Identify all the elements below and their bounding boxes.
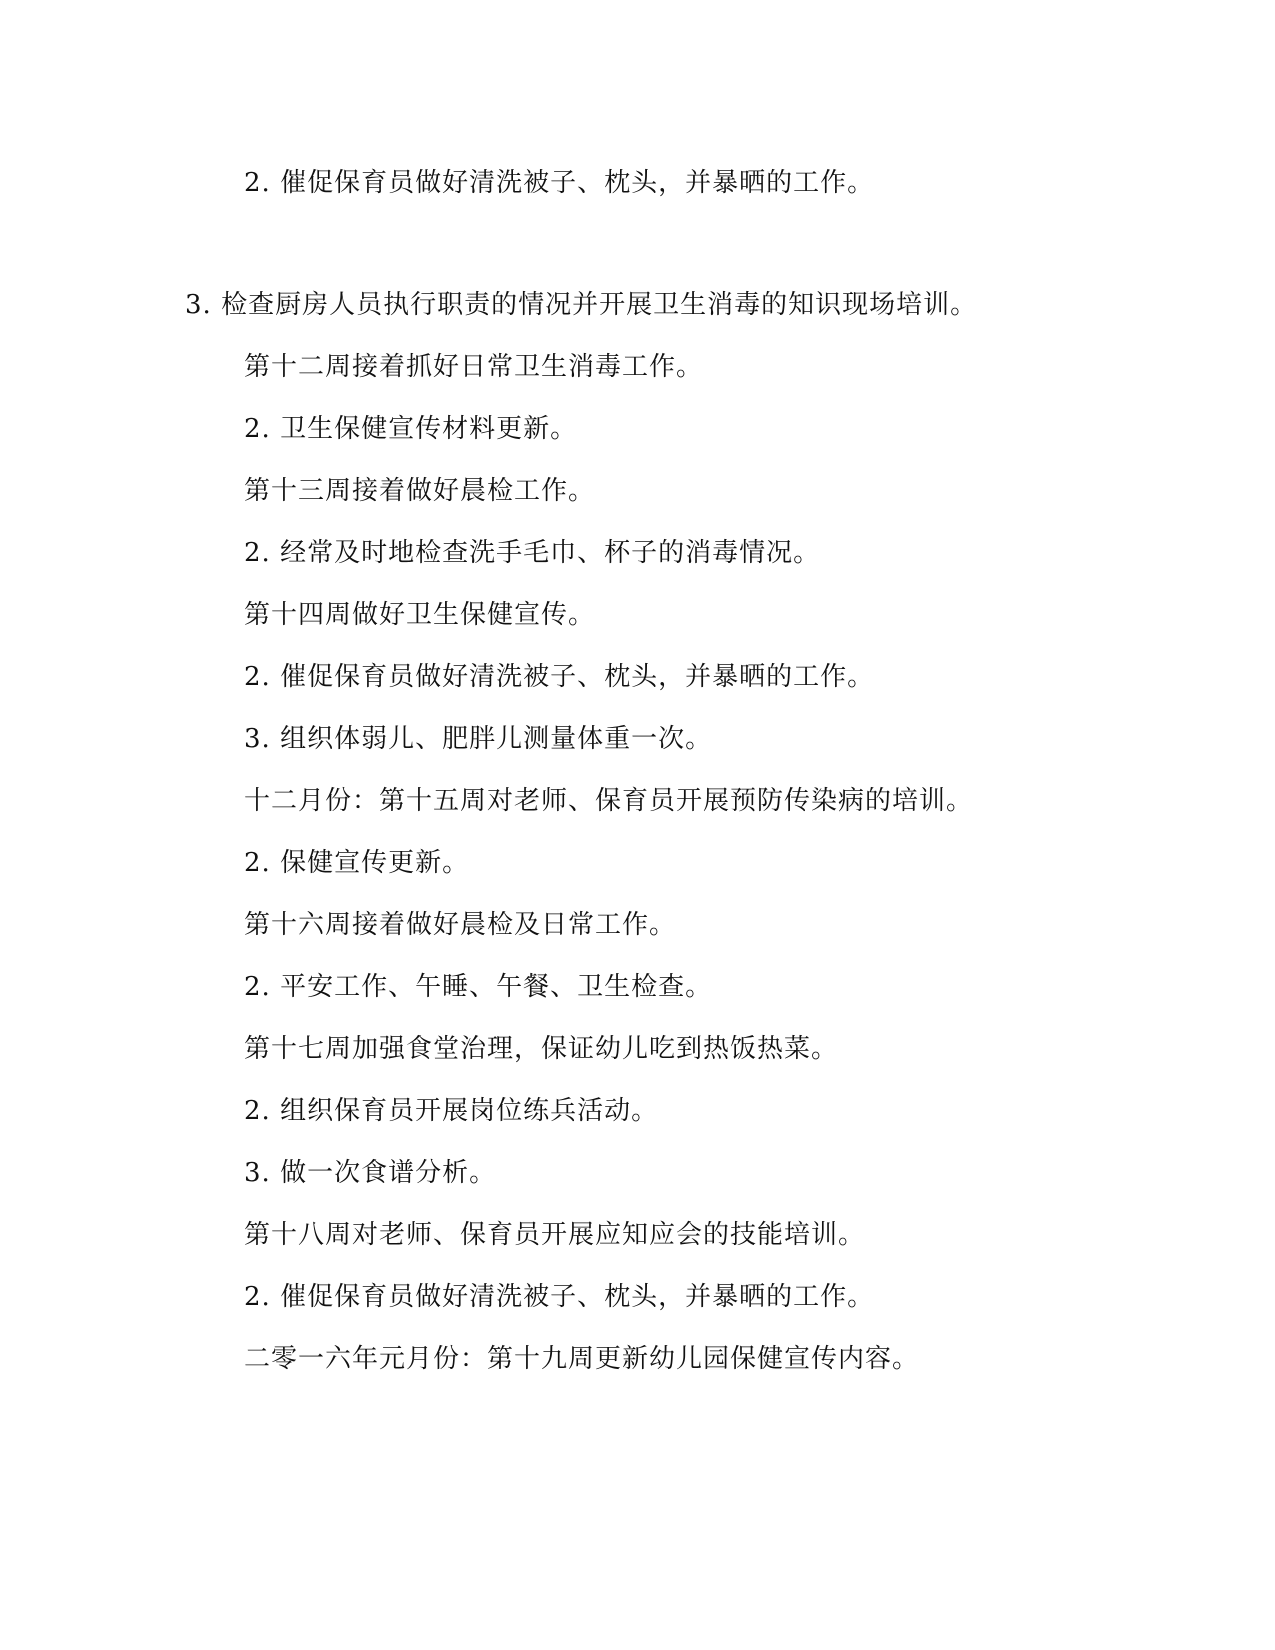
text-line: 2. 平安工作、午睡、午餐、卫生检查。 xyxy=(244,972,713,1002)
text-line: 十二月份：第十五周对老师、保育员开展预防传染病的培训。 xyxy=(244,786,974,816)
text-line: 第十八周对老师、保育员开展应知应会的技能培训。 xyxy=(244,1220,866,1250)
text-line: 2. 卫生保健宣传材料更新。 xyxy=(244,414,578,444)
text-line: 2. 催促保育员做好清洗被子、枕头，并暴晒的工作。 xyxy=(244,662,875,692)
text-line: 第十四周做好卫生保健宣传。 xyxy=(244,600,596,630)
text-line: 2. 组织保育员开展岗位练兵活动。 xyxy=(244,1096,659,1126)
text-line: 3. 组织体弱儿、肥胖儿测量体重一次。 xyxy=(244,724,713,754)
text-line: 第十二周接着抓好日常卫生消毒工作。 xyxy=(244,352,704,382)
text-line: 二零一六年元月份：第十九周更新幼儿园保健宣传内容。 xyxy=(244,1344,920,1374)
text-line: 2. 催促保育员做好清洗被子、枕头，并暴晒的工作。 xyxy=(244,1282,875,1312)
text-line: 3. 做一次食谱分析。 xyxy=(244,1158,497,1188)
text-line: 2. 保健宣传更新。 xyxy=(244,848,470,878)
text-line: 第十七周加强食堂治理，保证幼儿吃到热饭热菜。 xyxy=(244,1034,839,1064)
text-line: 2. 催促保育员做好清洗被子、枕头，并暴晒的工作。 xyxy=(244,168,875,198)
text-line: 第十六周接着做好晨检及日常工作。 xyxy=(244,910,677,940)
text-line: 第十三周接着做好晨检工作。 xyxy=(244,476,596,506)
text-line: 3. 检查厨房人员执行职责的情况并开展卫生消毒的知识现场培训。 xyxy=(185,290,978,320)
text-line: 2. 经常及时地检查洗手毛巾、杯子的消毒情况。 xyxy=(244,538,821,568)
